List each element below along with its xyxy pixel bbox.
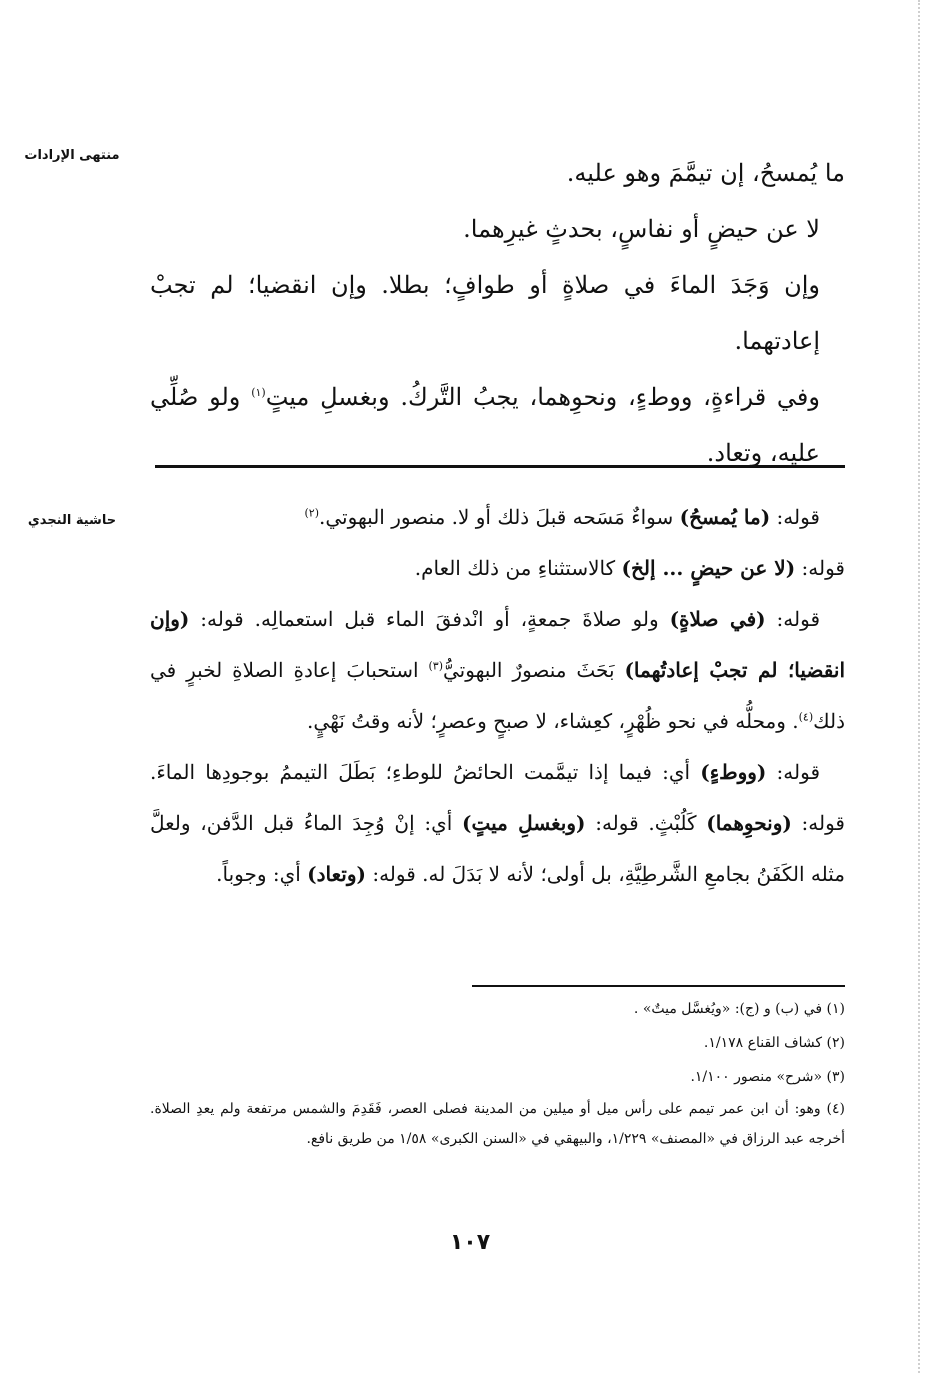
section-divider	[155, 465, 845, 468]
footnote-3: (٣) «شرح» منصور ١/١٠٠.	[690, 1069, 845, 1085]
footnote-4: (٤) وهو: أن ابن عمر تيمم على رأس ميل أو ميلين من المدينة فصلى العصر، فَقَدِمَ والشمس مرتفعة ولم يعدِ الصلاة. أخرجه عبد الرزاق في «المصنف» ١/٢٢٩، والبيهقي في «السنن الكبرى» ١/٥٨ من طريق نافع.	[150, 1101, 845, 1147]
book-title-label: منتهى الإرادات	[24, 148, 120, 163]
main-text	[150, 145, 845, 481]
footnote-2: (٢) كشاف القناع ١/١٧٨.	[703, 1035, 845, 1051]
commentary-para-3: قوله: (في صلاةٍ) ولو صلاةَ جمعةٍ، أو انْدفقَ الماء قبل استعمالِه. قوله: (وإن انقضيا؛ لم تجبْ إعادتُهما) بَحَثَ منصورٌ البهوتيُّ$^{(٣)}$ استحبابَ إعادةِ الصلاةِ لخبرٍ في ذلك$^{(٤)}$. ومحلُّه في نحو ظُهْرٍ، كعِشاء، لا صبحٍ وعصرٍ؛ لأنه وقتُ نَهْيٍ.	[150, 607, 846, 733]
main-line-2: لا عن حيضٍ أو نفاسٍ، بحدثٍ غيرِهما.	[463, 215, 820, 243]
main-line-3: وإن وَجَدَ الماءَ في صلاةٍ أو طوافٍ؛ بطلا. وإن انقضيا؛ لم تجبْ إعادتهما.	[150, 271, 820, 355]
commentary-para-4: قوله: (ووطءٍ) أي: فيما إذا تيمَّمت الحائضُ للوطءِ؛ بَطَلَ التيممُ بوجودِها الماءَ. قوله: (ونحوِهما) كَلُبْثٍ. قوله: (وبغسلِ ميتٍ) أي: إنْ وُجِدَ الماءُ قبل الدَّفن، ولعلَّ مثله الكَفَنُ بجامعِ الشَّرطِيَّةِ، بل أولى؛ لأنه لا بَدَلَ له. قوله: (وتعاد) أي: وجوباً.	[150, 760, 845, 886]
main-line-1: ما يُمسحُ، إن تيمَّمَ وهو عليه.	[566, 159, 845, 187]
footnote-divider	[472, 985, 845, 987]
commentary-para-2: قوله: (لا عن حيضٍ ... إلخ) كالاستثناءِ من ذلك العام.	[414, 556, 845, 580]
page-number: ١٠٧	[449, 1230, 491, 1255]
commentary-title-label: حاشية النجدي	[27, 513, 117, 528]
footnote-ref: (١)	[251, 386, 266, 399]
footnote-1: (١) في (ب) و (ج): «ويُغسَّل ميتٌ» .	[633, 1001, 845, 1017]
commentary	[150, 492, 845, 900]
footnotes	[150, 992, 845, 1154]
commentary-para-1: قوله: (ما يُمسحُ) سواءٌ مَسَحه قبلَ ذلك أو لا. منصور البهوتي.$^{(٢)}$	[304, 505, 820, 529]
page-edge	[918, 0, 938, 1373]
main-line-4: وفي قراءةٍ، ووطءٍ، ونحوِهما، يجبُ التَّركُ. وبغسلِ ميتٍ$^{(١)}$ ولو صُلِّي عليه، وتعاد.	[150, 383, 820, 467]
